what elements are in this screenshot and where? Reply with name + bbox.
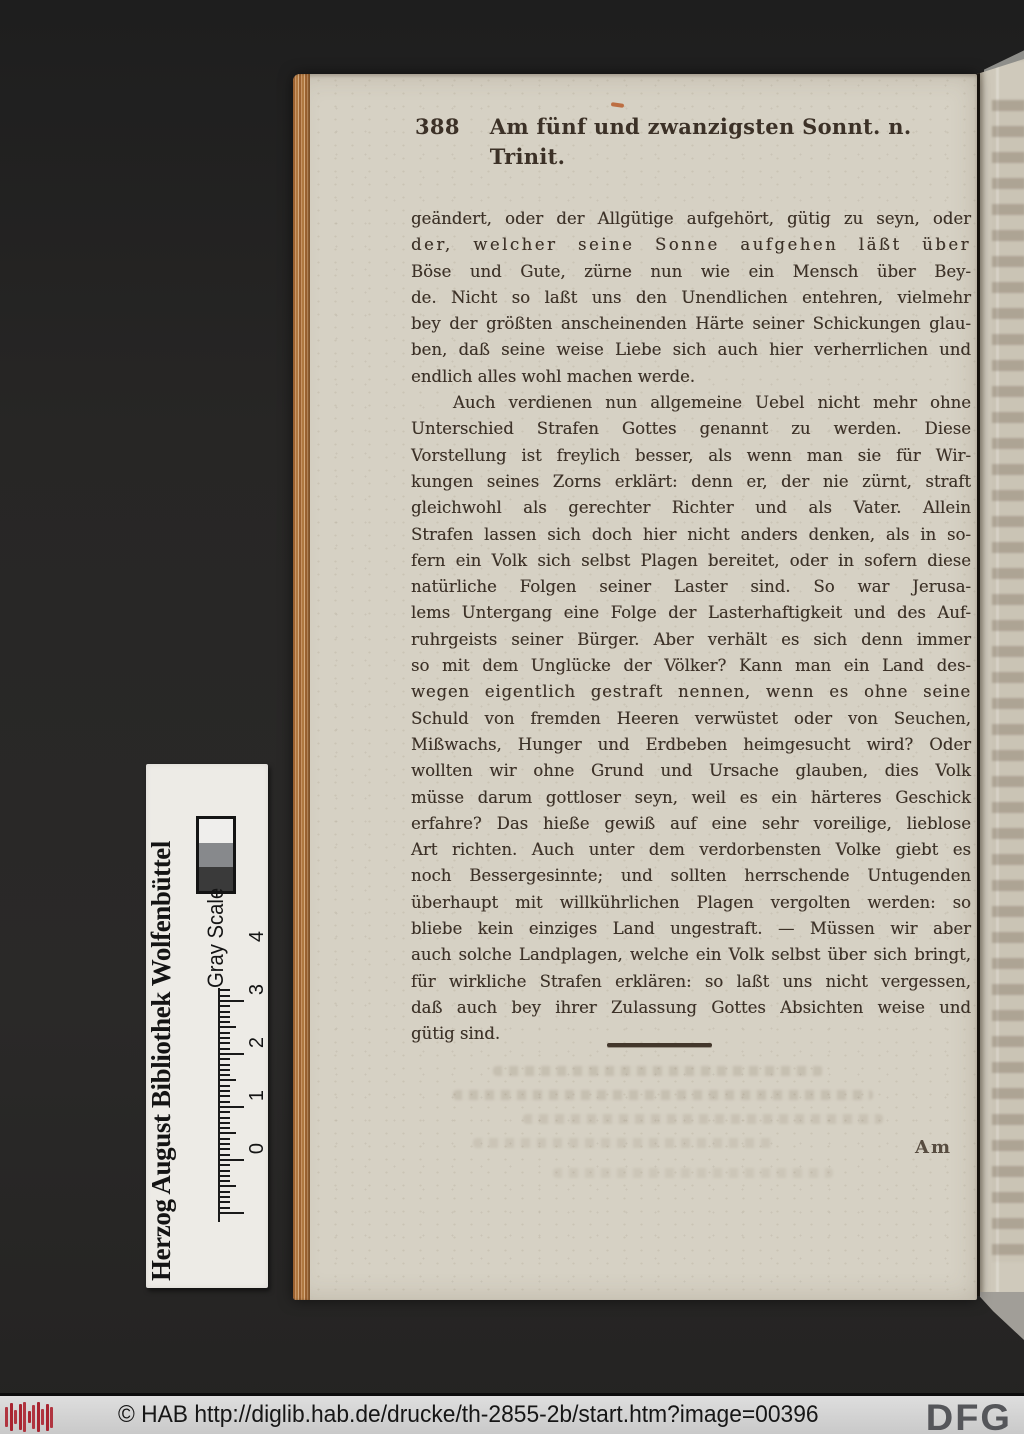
- text-line: endlich alles wohl machen werde.: [411, 366, 696, 386]
- ruler-tick: [220, 1127, 230, 1129]
- text-line: Schuld von fremden Heeren verwüstet oder von Seuchen,: [411, 708, 971, 728]
- ruler-tick: [220, 1212, 244, 1214]
- ruler-tick: [220, 1191, 230, 1193]
- ruler-tick: [220, 1027, 236, 1029]
- ruler-numbers: [246, 910, 269, 1175]
- text-line: natürliche Folgen seiner Laster sind. So war Jerusa-: [411, 577, 971, 597]
- text-line: Auch verdienen nun allgemeine Uebel nicht mehr ohne: [453, 393, 971, 413]
- attribution-url: © HAB http://diglib.hab.de/drucke/th-2855-2b/start.htm?image=00396: [118, 1401, 819, 1428]
- catchword: Am: [915, 1137, 953, 1158]
- text-line: wollten wir ohne Grund und Ursache glauben, dies Volk: [411, 761, 971, 781]
- ruler-tick: [220, 1000, 244, 1002]
- ruler-tick: [220, 1175, 230, 1177]
- text-line: wegen eigentlich gestraft nennen, wenn es ohne seine: [411, 682, 971, 702]
- dfg-logo: DFG: [925, 1397, 1012, 1434]
- ghost-text-bleedthrough: [553, 1168, 833, 1178]
- grayscale-ruler-card: [146, 764, 268, 1288]
- ruler-tick: [220, 1069, 230, 1071]
- paragraph: [411, 206, 971, 390]
- text-line: der, welcher seine Sonne aufgehen läßt über: [411, 235, 971, 255]
- grayscale-patch-light: [199, 819, 233, 843]
- grayscale-patches: [196, 816, 236, 894]
- centimeter-ruler: [218, 930, 268, 1222]
- ruler-tick: [220, 1117, 230, 1119]
- ruler-tick: [220, 1085, 230, 1087]
- text-line: auch solche Landplagen, welche ein Volk selbst über sich bringt,: [411, 945, 971, 965]
- text-line: daß auch bey ihrer Zulassung Gottes Absichten weise und: [411, 997, 971, 1017]
- text-line: de. Nicht so laßt uns den Unendlichen entehren, vielmehr: [411, 287, 971, 307]
- ghost-text-bleedthrough: [493, 1066, 823, 1076]
- ruler-number: 4: [246, 930, 268, 943]
- ruler-tick: [220, 1159, 244, 1161]
- ruler-tick: [220, 1111, 230, 1113]
- ruler-tick: [220, 1201, 230, 1203]
- text-line: gleichwohl als gerechter Richter und als Vater. Allein: [411, 498, 971, 518]
- text-line: Strafen lassen sich doch hier nicht anders denken, als in so-: [411, 524, 971, 544]
- paragraph: [411, 390, 971, 1047]
- ruler-tick: [220, 1154, 230, 1156]
- text-line: noch Bessergesinnte; und sollten herrschende Untugenden: [411, 866, 971, 886]
- ruler-tick: [220, 1095, 230, 1097]
- page-header: [411, 112, 971, 172]
- attribution-bar: [0, 1393, 1024, 1434]
- text-line: Vorstellung ist freylich besser, als wenn man sie für Wir-: [411, 445, 971, 465]
- ruler-tick: [220, 1164, 230, 1166]
- ruler-number: 2: [246, 1036, 268, 1049]
- plexiglass-edge-bottom: [980, 1292, 1024, 1340]
- text-line: lems Untergang eine Folge der Lasterhaftigkeit und des Auf-: [411, 603, 971, 623]
- paper-blemish: [611, 102, 624, 108]
- ghost-text-bleedthrough: [473, 1138, 773, 1148]
- ruler-tick: [220, 1180, 230, 1182]
- text-line: Unterschied Strafen Gottes genannt zu werden. Diese: [411, 419, 971, 439]
- ruler-tick: [220, 995, 230, 997]
- ruler-tick: [220, 1133, 236, 1135]
- ruler-tick: [220, 1011, 230, 1013]
- text-line: kungen seines Zorns erklärt: denn er, der nie zürnt, straft: [411, 471, 971, 491]
- ruler-card-content: [146, 764, 268, 1288]
- library-name-label: Herzog August Bibliothek Wolfenbüttel: [146, 841, 176, 1281]
- page-fore-edge: [293, 74, 310, 1300]
- ruler-tick: [220, 1148, 230, 1150]
- ruler-tick: [220, 1037, 230, 1039]
- text-block: [411, 112, 971, 1048]
- section-divider-rule: [607, 1043, 712, 1047]
- ruler-tick: [220, 1005, 230, 1007]
- ruler-tick: [220, 1101, 230, 1103]
- ruler-tick: [220, 1021, 230, 1023]
- text-line: so mit dem Unglücke der Völker? Kann man ein Land des-: [411, 656, 971, 676]
- ruler-tick: [220, 1207, 230, 1209]
- ruler-tick: [220, 1042, 230, 1044]
- ghost-text-bleedthrough: [992, 100, 1024, 1262]
- text-line: ruhrgeists seiner Bürger. Aber verhält es sich denn immer: [411, 629, 971, 649]
- adjacent-page-edge: [977, 58, 1024, 1296]
- ruler-tick: [220, 1170, 230, 1172]
- text-line: geändert, oder der Allgütige aufgehört, gütig zu seyn, oder: [411, 209, 971, 228]
- text-line: müsse darum gottloser seyn, weil es ein härteres Geschick: [411, 787, 971, 807]
- text-line: bliebe kein einziges Land ungestraft. — Müssen wir aber: [411, 919, 971, 939]
- ruler-number: 1: [246, 1089, 268, 1102]
- body-text: [411, 206, 971, 1048]
- text-line: ben, daß seine weise Liebe sich auch hier verherrlichen und: [411, 340, 971, 360]
- grayscale-label: Gray Scale: [203, 887, 228, 988]
- page-number: 388: [415, 114, 460, 139]
- text-line: fern ein Volk sich selbst Plagen bereitet, oder in sofern diese: [411, 550, 971, 570]
- ruler-tick: [220, 989, 230, 991]
- ruler-tick: [220, 1048, 230, 1050]
- text-line: Böse und Gute, zürne nun wie ein Mensch über Bey-: [411, 261, 971, 281]
- ruler-tick: [220, 1053, 244, 1055]
- ruler-tick: [220, 1106, 244, 1108]
- ruler-tick: [220, 1122, 230, 1124]
- ruler-tick: [220, 1186, 236, 1188]
- text-line: bey der größten anscheinenden Härte seiner Schickungen glau-: [411, 314, 971, 334]
- ruler-tick: [220, 1016, 230, 1018]
- text-line: erfahre? Das hieße gewiß auf eine sehr voreilige, lieblose: [411, 813, 971, 833]
- text-line: gütig sind.: [411, 1024, 501, 1044]
- ruler-tick: [220, 1138, 230, 1140]
- ruler-tick: [220, 1064, 230, 1066]
- ruler-tick: [220, 1196, 230, 1198]
- ruler-tick: [220, 1080, 236, 1082]
- hab-logo-icon: [5, 1402, 53, 1432]
- ruler-number: 3: [246, 983, 268, 996]
- text-line: für wirkliche Strafen erklären: so laßt uns nicht vergessen,: [411, 971, 971, 991]
- ghost-text-bleedthrough: [453, 1090, 873, 1100]
- grayscale-patch-mid: [199, 843, 233, 867]
- ruler-tick: [220, 1143, 230, 1145]
- text-line: Mißwachs, Hunger und Erdbeben heimgesucht wird? Oder: [411, 734, 971, 754]
- ruler-number: 0: [246, 1142, 268, 1155]
- book-page: [293, 74, 977, 1300]
- text-line: überhaupt mit willkührlichen Plagen vergolten werden: so: [411, 892, 971, 912]
- ruler-tick: [220, 1032, 230, 1034]
- ruler-tick: [220, 1058, 230, 1060]
- ghost-text-bleedthrough: [523, 1114, 883, 1124]
- text-line: Art richten. Auch unter dem verdorbensten Volke giebt es: [411, 840, 971, 860]
- running-title: Am fünf und zwanzigsten Sonnt. n. Trinit.: [489, 114, 912, 169]
- ruler-tick: [220, 1074, 230, 1076]
- ruler-tick: [220, 1090, 230, 1092]
